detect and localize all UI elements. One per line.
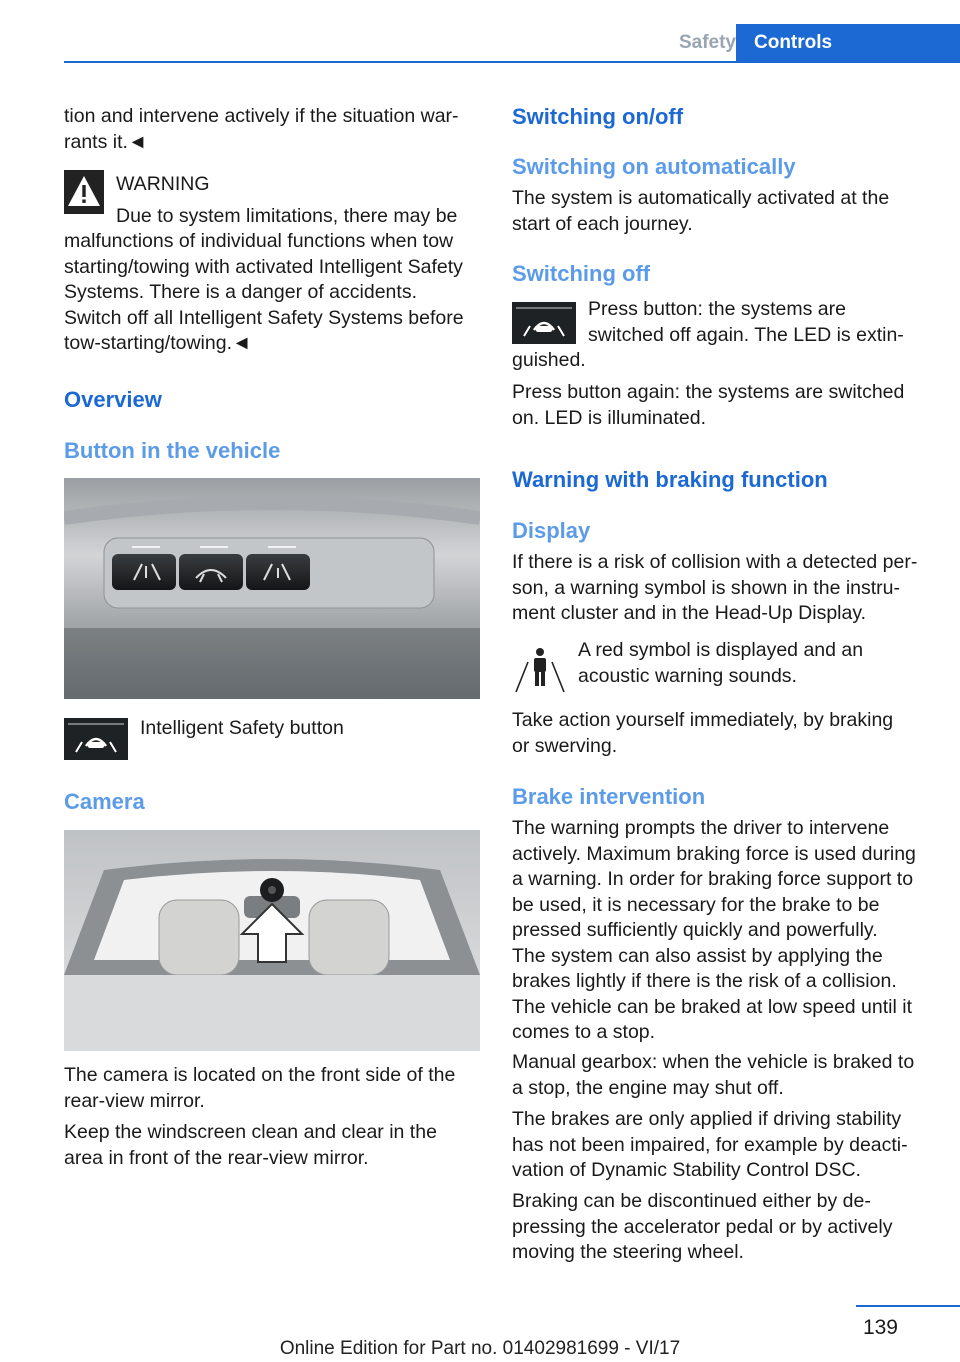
camera-heading: Camera [64,789,145,814]
warning-icon [64,170,104,214]
intelligent-safety-icon-2 [512,302,576,344]
edition-footer: Online Edition for Part no. 01402981699 - VI/17 [279,1338,681,1359]
off-text-b: guished. [512,349,586,371]
button-photo [64,478,480,699]
camera-photo [64,830,480,1051]
warning-line1: Due to system limitations, there may be [116,205,458,227]
off-text-a: Press button: the systems are switched off again. The LED is extin- [588,298,904,346]
switch-auto-heading: Switching on automatically [512,154,796,179]
camera-text-2: Keep the windscreen clean and clear in the area in front of the rear-view mirror. [64,1121,437,1169]
switching-heading: Switching on/off [512,104,684,129]
display-heading: Display [512,518,591,543]
brake-text: The warning prompts the driver to intervene actively. Maximum braking force is used during a warning. In order for braking force support to be used, it is necessary for the brake to be pressed sufficiently quickly and powerfully. The system can also assist by applying the brakes lightly if there is the risk of a collision. The vehicle can be braked at low speed until it comes to a stop. [512,817,916,1043]
again-text: Press button again: the systems are switched on. LED is illuminated. [512,381,905,429]
warning-body: malfunctions of individual functions when tow starting/towing with activated Intelligent Safety Systems. There is a danger of accidents. Switch off all Intelligent Safety Systems before tow-starting/towing.◄ [64,230,464,354]
tab-safety: Safety [678,32,736,53]
red-symbol-text: A red symbol is displayed and an acoustic warning sounds. [578,639,864,687]
take-action-text: Take action yourself immediately, by braking or swerving. [512,709,894,757]
footer-rule [856,1305,960,1307]
discontinue-text: Braking can be discontinued either by de- pressing the accelerator pedal or by actively moving the steering wheel. [512,1190,893,1263]
camera-text-1: The camera is located on the front side of the rear-view mirror. [64,1064,456,1112]
pedestrian-warning-icon [512,640,568,696]
stability-text: The brakes are only applied if driving stability has not been impaired, for example by deacti- vation of Dynamic Stability Control DSC. [512,1108,908,1181]
auto-text: The system is automatically activated at the start of each journey. [512,187,890,235]
manual-text: Manual gearbox: when the vehicle is braked to a stop, the engine may shut off. [512,1051,915,1099]
warning-braking-heading: Warning with braking function [512,467,828,492]
warning-title: WARNING [116,173,210,195]
intro-text: tion and intervene actively if the situation war- rants it.◄ [64,105,459,153]
tab-controls: Controls [736,24,960,62]
page-number: 139 [862,1316,898,1339]
overview-heading: Overview [64,387,162,412]
header-rule [64,61,960,63]
display-text: If there is a risk of collision with a detected per- son, a warning symbol is shown in the instru- ment cluster and in the Head-Up Display. [512,551,918,624]
brake-intervention-heading: Brake intervention [512,784,706,809]
switch-off-heading: Switching off [512,261,651,286]
button-caption: Intelligent Safety button [140,717,344,739]
intelligent-safety-icon [64,718,128,760]
button-heading: Button in the vehicle [64,438,281,463]
